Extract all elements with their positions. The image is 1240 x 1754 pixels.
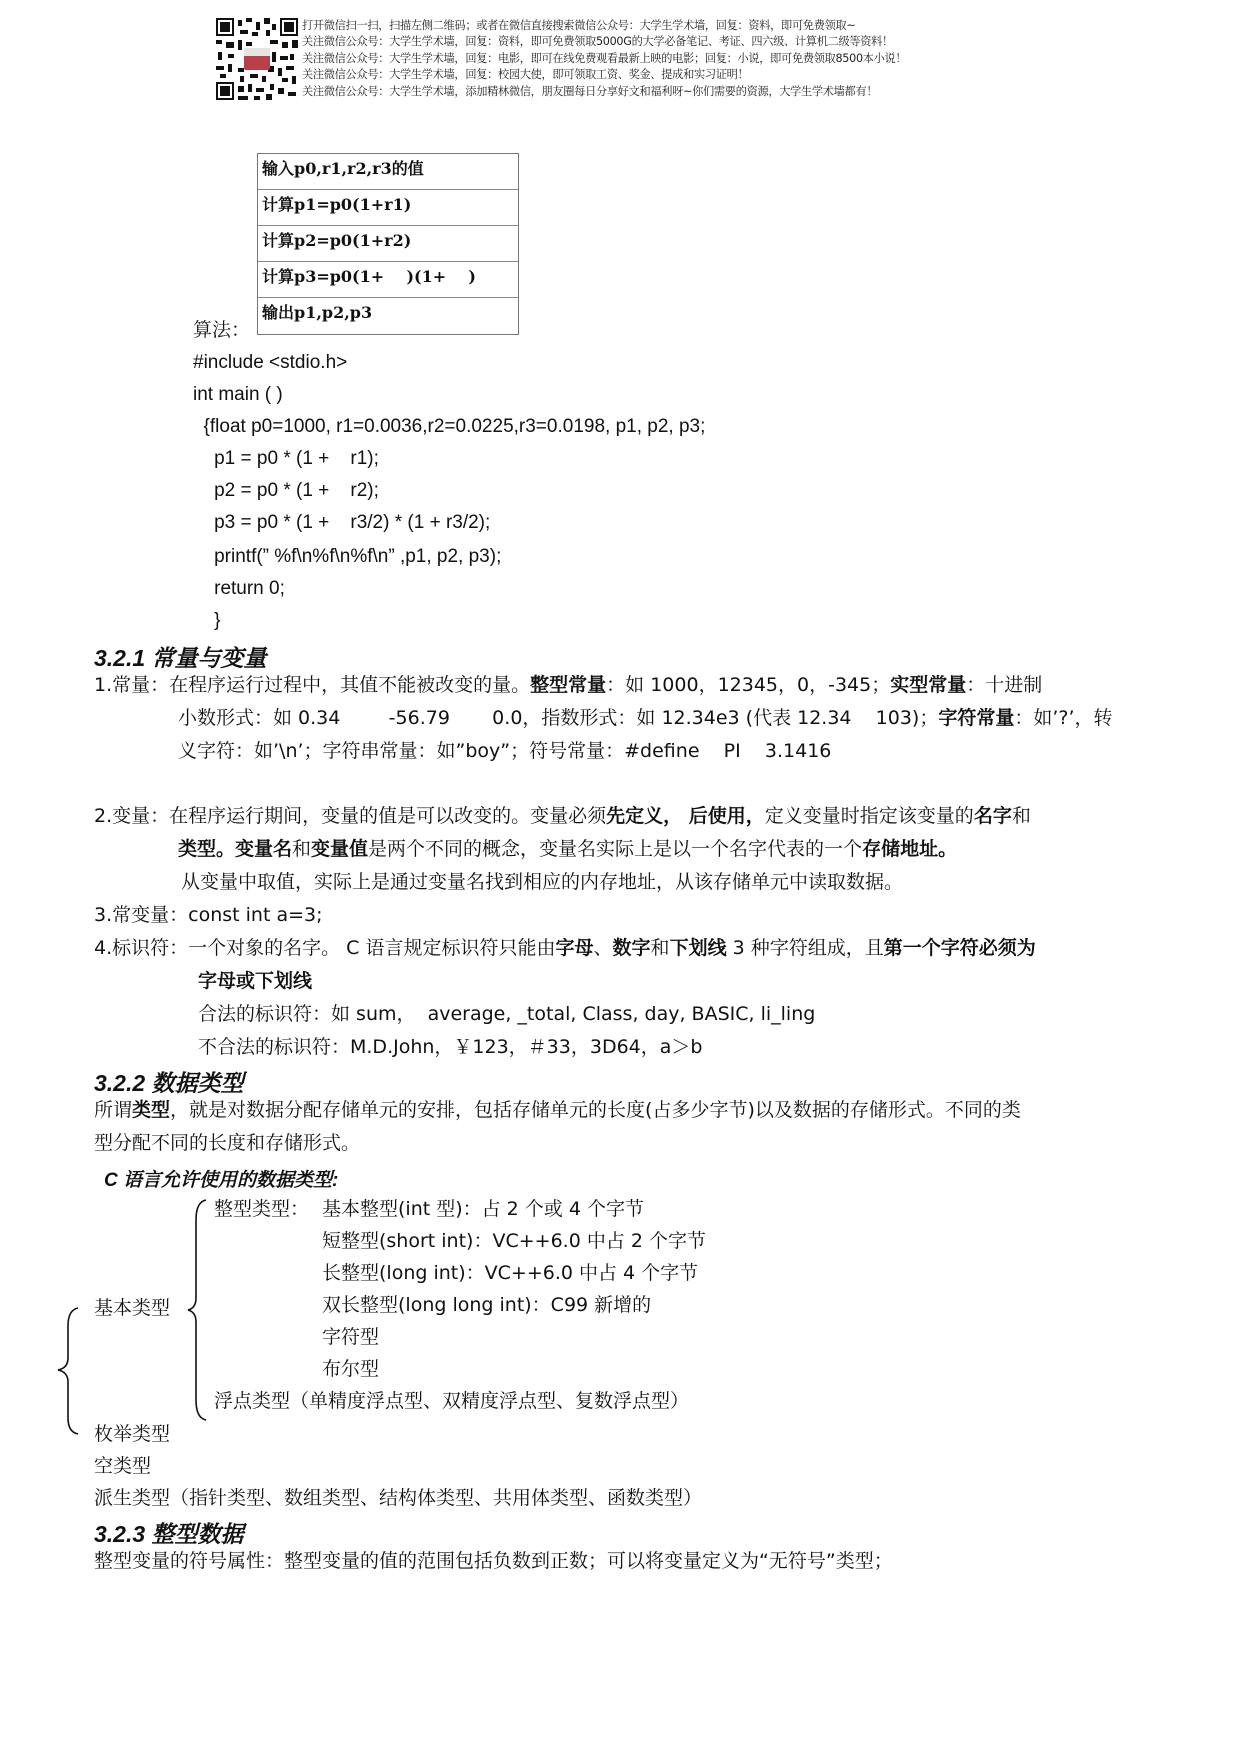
- tree-int-item: 短整型(short int)：VC++6.0 中占 2 个字节: [322, 1230, 706, 1252]
- flow-step: 输入p0,r1,r2,r3的值: [258, 154, 518, 190]
- promo-banner: [302, 18, 906, 100]
- tree-integer-group: 整型类型：: [214, 1198, 310, 1220]
- qr-code-image: [216, 18, 298, 100]
- constant-line-2: 小数形式：如 0.34 -56.79 0.0，指数形式：如 12.34e3 (代表 12.34 103)；字符常量：如’?’，转: [178, 707, 1113, 729]
- tree-int-item: 双长整型(long long int)：C99 新增的: [322, 1294, 652, 1316]
- variable-line-1: 2.变量：在程序运行期间，变量的值是可以改变的。变量必须先定义， 后使用，定义变量时指定该变量的名字和: [94, 805, 1031, 827]
- tree-int-item: 字符型: [322, 1326, 380, 1348]
- code-line: p2 = p0 * (1 + r2);: [193, 480, 379, 501]
- tree-enum-type: 枚举类型: [94, 1423, 171, 1445]
- integer-data-paragraph: 整型变量的符号属性：整型变量的值的范围包括负数到正数；可以将变量定义为“无符号”类型；: [94, 1550, 893, 1572]
- section-heading-3-2-2: 3.2.2 数据类型: [94, 1070, 244, 1096]
- identifier-line-1: 4.标识符：一个对象的名字。 C 语言规定标识符只能由字母、数字和下划线 3 种字符组成，且第一个字符必须为: [94, 937, 1036, 959]
- promo-line: 关注微信公众号：大学生学术墙，回复：校园大使，即可领取工资、奖金、提成和实习证明！: [302, 68, 749, 82]
- constant-line-1: 1.常量：在程序运行过程中，其值不能被改变的量。整型常量：如 1000，12345，0，-345；实型常量：十进制: [94, 674, 1043, 696]
- data-type-paragraph-line-1: 所谓类型，就是对数据分配存储单元的安排，包括存储单元的长度(占多少字节)以及数据的存储形式。不同的类: [94, 1099, 1021, 1121]
- tree-derived-type: 派生类型（指针类型、数组类型、结构体类型、共用体类型、函数类型）: [94, 1487, 703, 1509]
- flow-step: 计算p1=p0(1+r1): [258, 190, 518, 226]
- tree-int-item: 布尔型: [322, 1358, 380, 1380]
- flow-step: 计算p3=p0(1+ )(1+ ): [258, 262, 518, 298]
- code-line: int main ( ): [193, 384, 283, 405]
- algorithm-label: 算法：: [193, 319, 251, 341]
- code-line: }: [193, 610, 221, 631]
- algorithm-flowchart: [257, 153, 519, 335]
- code-line: {float p0=1000, r1=0.0036,r2=0.0225,r3=0.0198, p1, p2, p3;: [193, 416, 706, 437]
- tree-int-item: 长整型(long int)：VC++6.0 中占 4 个字节: [322, 1262, 699, 1284]
- tree-float-group: 浮点类型（单精度浮点型、双精度浮点型、复数浮点型）: [214, 1390, 690, 1412]
- tree-int-item: 基本整型(int 型)：占 2 个或 4 个字节: [322, 1198, 644, 1220]
- promo-line: 关注微信公众号：大学生学术墙，回复：电影，即可在线免费观看最新上映的电影；回复：小说，即可免费领取8500本小说！: [302, 51, 907, 65]
- code-line: p1 = p0 * (1 + r1);: [193, 448, 379, 469]
- flow-step: 输出p1,p2,p3: [262, 303, 373, 322]
- valid-identifiers: 合法的标识符：如 sum， average, _total, Class, day, BASIC, li_ling: [198, 1003, 816, 1025]
- promo-line: 打开微信扫一扫，扫描左侧二维码；或者在微信直接搜索微信公众号：大学生学术墙，回复：资料，即可免费领取~: [302, 19, 856, 32]
- section-heading-3-2-3: 3.2.3 整型数据: [94, 1521, 244, 1547]
- code-line: return 0;: [193, 578, 285, 599]
- invalid-identifiers: 不合法的标识符：M.D.John，￥123，＃33，3D64，a＞b: [198, 1036, 703, 1058]
- identifier-line-2: 字母或下划线: [198, 970, 313, 992]
- code-line: printf(” %f\n%f\n%f\n” ,p1, p2, p3);: [193, 546, 502, 567]
- constant-line-3: 义字符：如’\n’；字符串常量：如”boy”；符号常量：#define PI 3.1416: [178, 740, 832, 762]
- data-type-paragraph-line-2: 型分配不同的长度和存储形式。: [94, 1132, 361, 1154]
- code-line: #include <stdio.h>: [193, 352, 348, 373]
- promo-line: 关注微信公众号：大学生学术墙，回复：资料，即可免费领取5000G的大学必备笔记、考证、四六级、计算机二级等资料！: [302, 35, 893, 49]
- const-variable-line: 3.常变量：const int a=3;: [94, 904, 323, 926]
- section-heading-3-2-1: 3.2.1 常量与变量: [94, 645, 267, 671]
- tree-basic-type: 基本类型: [94, 1297, 171, 1319]
- flow-step: 计算p2=p0(1+r2): [258, 226, 518, 262]
- data-types-subheading: C 语言允许使用的数据类型:: [104, 1170, 339, 1191]
- variable-line-2: 类型。变量名和变量值是两个不同的概念，变量名实际上是以一个名字代表的一个存储地址。: [178, 838, 958, 860]
- code-line: p3 = p0 * (1 + r3/2) * (1 + r3/2);: [193, 512, 491, 533]
- promo-line: 关注微信公众号：大学生学术墙，添加精林微信，朋友圈每日分享好文和福利呀~你们需要的资源，大学生学术墙都有！: [302, 84, 878, 98]
- tree-void-type: 空类型: [94, 1455, 152, 1477]
- variable-line-3: 从变量中取值，实际上是通过变量名找到相应的内存地址，从该存储单元中读取数据。: [181, 871, 904, 893]
